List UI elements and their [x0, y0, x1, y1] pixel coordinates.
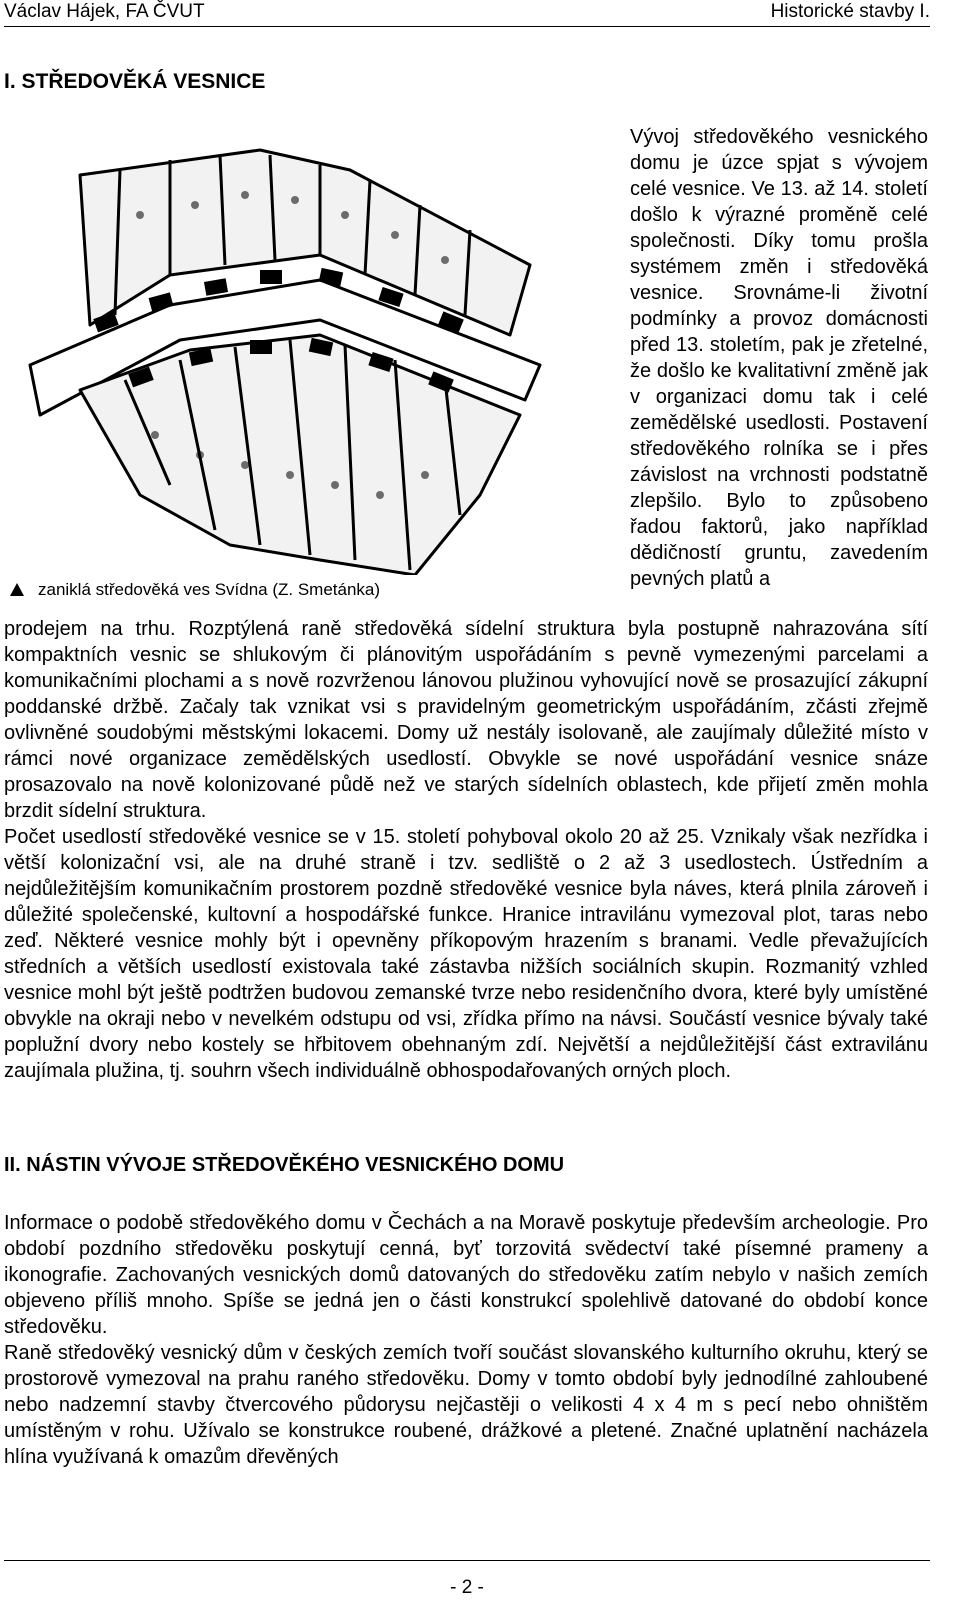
intro-continuation: prodejem na trhu. Rozptýlená raně středověká sídelní struktura byla postupně nahrazována sítí kompaktních vesnic se shlukovým či plánovitým uspořádáním s pevně vymezenými parcelami a komunikačními plochami a s nově rozvrženou lánovou plužinou vyhovující nově se prosazující zákupní poddanské držbě. Začaly tak vznikat vsi s pravidelným geometrickým uspořádáním, zčásti zřejmě ovlivněné soudobými městskými lokacemi. Domy už nestály isolovaně, ale zaujímaly důležité místo v rámci nové organizace zemědělských usedlostí. Obvykle se nové uspořádání vesnice snáze prosazovalo na nově kolonizované půdě než ve starých sídelních oblastech, kde přijetí změn mohla brzdit sídelní struktura. [4, 618, 928, 822]
header-author: Václav Hájek, FA ČVUT [4, 1, 205, 22]
section-title-1: I. STŘEDOVĚKÁ VESNICE [4, 70, 266, 93]
village-illustration [20, 135, 590, 575]
triangle-up-icon [10, 583, 24, 596]
figure-caption [10, 580, 380, 600]
intro-side-text: Vývoj středověkého vesnického domu je úzce spjat s vývojem celé vesnice. Ve 13. až 14. století došlo k výrazné proměně celé společnosti. Díky tomu prošla systémem změn i středověká vesnice. Srovnáme-li životní podmínky a provoz domácnosti před 13. stoletím, pak je zřetelné, že došlo ke kvalitativní změně jak v organizaci domu tak i celé zemědělské usedlosti. Postavení středověkého rolníka se i přes závislost na vrchnosti podstatně zlepšilo. Bylo to způsobeno řadou faktorů, jako například dědičností gruntu, zavedením pevných platů a [630, 126, 928, 590]
page-footer [4, 1560, 930, 1599]
page-header [4, 0, 930, 27]
paragraph-village-size: Počet usedlostí středověké vesnice se v 15. století pohyboval okolo 20 až 25. Vznikaly však nezřídka i větší kolonizační vsi, ale na druhé straně i tzv. sedliště o 2 až 3 usedlostech. Ústředním a nejdůležitějším komunikačním prostorem pozdně středověké vesnice byla náves, která plnila zároveň i důležité společenské, kultovní a hospodářské funkce. Hranice intravilánu vymezoval plot, taras nebo zeď. Některé vesnice mohly být i opevněny příkopovým hrazením s branami. Vedle převažujících středních a větších usedlostí existovala také zástavba nižších sociálních skupin. Rozmanitý vzhled vesnice mohl být ještě podtržen budovou zemanské tvrze nebo residenčního dvora, které byly umístěné obvykle na okraji nebo v nevelkém odstupu od vsi, zřídka přímo na návsi. Součástí vesnice bývaly také poplužní dvory nebo kostely se hřbitovem obehnaným zdí. Největší a nejdůležitější část extravilánu zaujímala plužina, tj. souhrn všech individuálně obhospodařovaných orných ploch. [4, 826, 928, 1082]
page-number: - 2 - [450, 1577, 484, 1598]
paragraph-information: Informace o podobě středověkého domu v Čechách a na Moravě poskytuje především archeologie. Pro období pozdního středověku poskytují cenná, byť torzovitá svědectví také písemné prameny a ikonografie. Zachovaných vesnických domů datovaných do středověku zatím nebylo v našich zemích objeveno příliš mnoho. Spíše se jedná jen o části konstrukcí spolehlivě datované do období konce středověku. [4, 1212, 928, 1338]
caption-text: zaniklá středověká ves Svídna (Z. Smetánka) [38, 580, 381, 599]
paragraph-early-medieval: Raně středověký vesnický dům v českých zemích tvoří součást slovanského kulturního okruhu, který se prostorově vymezoval na prahu raného středověku. Domy v tomto období byly jednodílné zahloubené nebo nadzemní stavby čtvercového půdorysu nejčastěji o velikosti 4 x 4 m s pecí nebo ohništěm umístěným v rohu. Užívalo se konstrukce roubené, drážkové a pletené. Značné uplatnění nacházela hlína využívaná k omazům dřevěných [4, 1342, 928, 1468]
section-title-2: II. NÁSTIN VÝVOJE STŘEDOVĚKÉHO VESNICKÉHO DOMU [4, 1154, 565, 1176]
header-course: Historické stavby I. [770, 1, 930, 22]
